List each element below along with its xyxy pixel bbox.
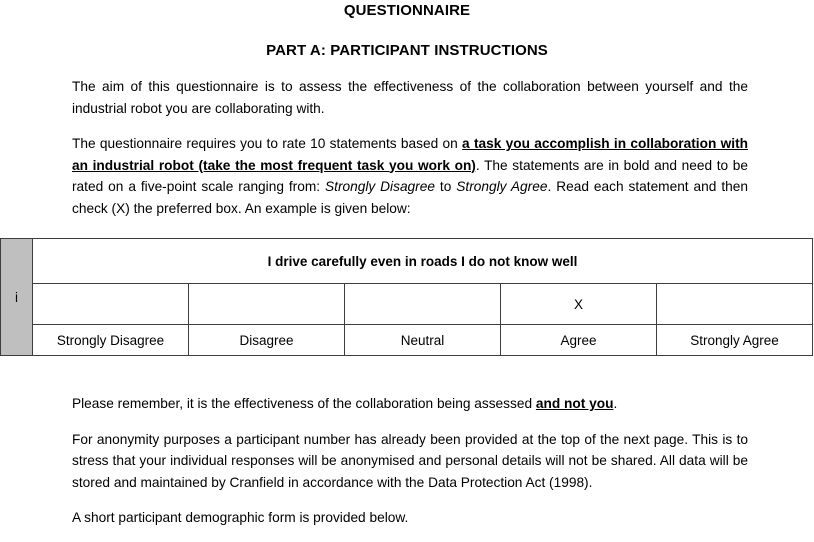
intro-p2-part4: . Read each statement and then check (X) the preferred box. An example is given below: <box>72 179 748 216</box>
intro-p2-part2: . The statements are in bold and need to be rated on a five-point scale ranging from: <box>72 157 748 194</box>
table-statement-cell: I drive carefully even in roads I do not know well <box>33 239 813 284</box>
intro-paragraph-1: The aim of this questionnaire is to assess the effectiveness of the collaboration between yourself and the industrial robot you are collaborating with. <box>72 79 748 116</box>
scale-label-disagree: Disagree <box>189 325 345 356</box>
notes-body <box>0 393 814 529</box>
scale-label-strongly-agree: Strongly Agree <box>657 325 813 356</box>
scale-label-agree: Agree <box>501 325 657 356</box>
note-p1-emphasis: and not you <box>535 396 614 411</box>
answer-cell-agree[interactable]: X <box>501 284 657 325</box>
table-index-cell: i <box>1 239 33 356</box>
intro-paragraph-2 <box>72 133 748 219</box>
table-row-answers <box>1 284 813 325</box>
table-row-statement <box>1 239 813 284</box>
answer-cell-disagree[interactable] <box>189 284 345 325</box>
example-rating-table <box>0 238 813 356</box>
instructions-body <box>0 59 814 219</box>
page-title: QUESTIONNAIRE <box>343 2 471 19</box>
table-row-scale-labels <box>1 325 813 356</box>
intro-p2-italic-strongly-agree: Strongly Agree <box>456 179 548 194</box>
answer-cell-strongly-disagree[interactable] <box>33 284 189 325</box>
scale-label-strongly-disagree: Strongly Disagree <box>33 325 189 356</box>
intro-p2-part3: to <box>434 179 457 194</box>
example-table-container <box>0 238 813 356</box>
note-p1-part1: Please remember, it is the effectiveness of the collaboration being assessed <box>72 396 536 411</box>
note-p1-part2: . <box>613 396 618 411</box>
intro-p2-italic-strongly-disagree: Strongly Disagree <box>325 179 435 194</box>
scale-label-neutral: Neutral <box>345 325 501 356</box>
intro-p2-emphasis: a task you accomplish in collaboration with an industrial robot (take the most frequent task you work on) <box>72 136 748 173</box>
section-title-part-a: PART A: PARTICIPANT INSTRUCTIONS <box>266 41 548 59</box>
answer-cell-neutral[interactable] <box>345 284 501 325</box>
note-paragraph-2: For anonymity purposes a participant number has already been provided at the top of the next page. This is to stress that your individual responses will be anonymised and personal details will not be shared. All data will be stored and maintained by Cranfield in accordance with the Data Protection Act (1998). <box>72 431 748 490</box>
intro-p2-part1: The questionnaire requires you to rate 10 statements based on <box>72 136 463 151</box>
note-paragraph-3: A short participant demographic form is provided below. <box>72 510 409 525</box>
answer-cell-strongly-agree[interactable] <box>657 284 813 325</box>
note-paragraph-1 <box>72 393 748 415</box>
